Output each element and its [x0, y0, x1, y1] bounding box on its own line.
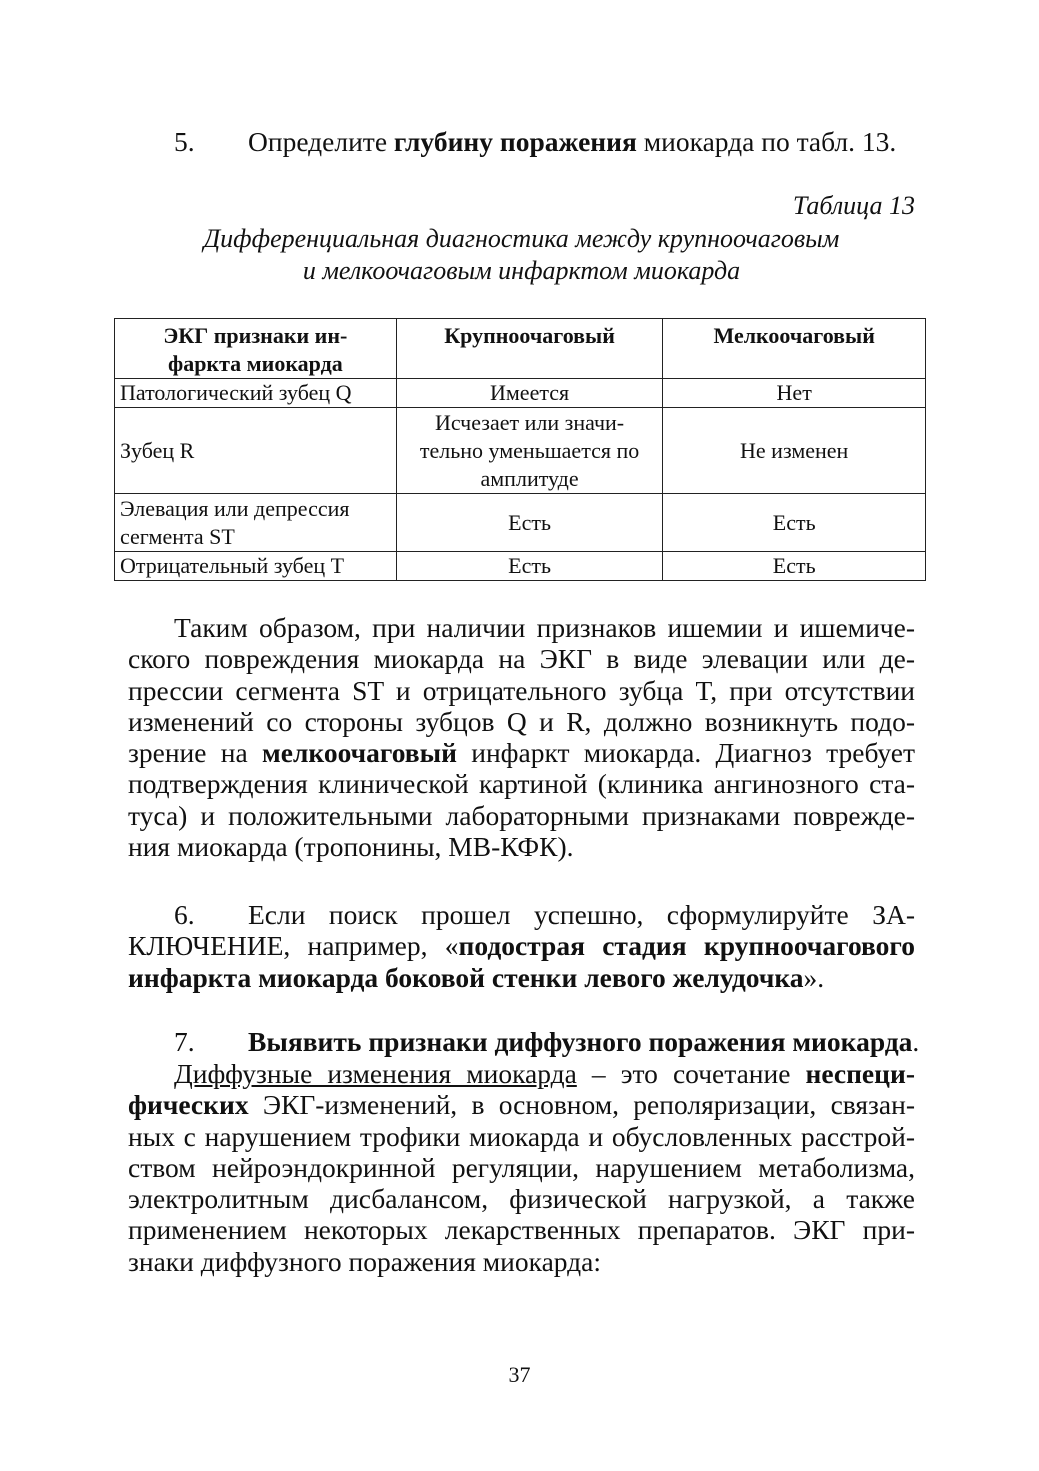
header-ecg-signs: ЭКГ признаки ин- фаркта миокарда	[115, 319, 397, 379]
cell-small: Не изменен	[663, 408, 926, 494]
item-6: 6. Если поиск прошел успешно, сформулируйте ЗА- КЛЮЧЕНИЕ, например, «подострая стадия крупноочагового инфаркта миокарда боковой стенки левого желудочка».	[128, 899, 915, 993]
table-row	[115, 379, 926, 408]
cell-large: Есть	[396, 552, 663, 581]
cell-large: Есть	[396, 494, 663, 552]
emphasis: Выявить признаки диффузного поражения миокарда	[248, 1026, 913, 1057]
table-row	[115, 494, 926, 552]
emphasis: неспеци-	[805, 1058, 915, 1089]
table-label: Таблица 13	[792, 191, 915, 220]
cell-sign: Отрицательный зубец T	[115, 552, 397, 581]
cell-large: Исчезает или значи- тельно уменьшается по амплитуде	[396, 408, 663, 494]
item-number: 5.	[174, 126, 195, 157]
table-header-row	[115, 319, 926, 379]
header-large-focal: Крупноочаговый	[396, 319, 663, 379]
emphasis: подострая стадия крупноочагового	[458, 930, 915, 962]
cell-small: Нет	[663, 379, 926, 408]
table-title-line-2: и мелкоочаговым инфарктом миокарда	[302, 256, 741, 285]
cell-sign: Элевация или депрессия сегмента ST	[115, 494, 397, 552]
cell-sign: Патологический зубец Q	[115, 379, 397, 408]
emphasis: глубину поражения	[393, 126, 637, 157]
header-small-focal: Мелкоочаговый	[663, 319, 926, 379]
cell-small: Есть	[663, 494, 926, 552]
paragraph-conclusion: Таким образом, при наличии признаков ишемии и ишемиче- ского повреждения миокарда на ЭКГ в виде элевации или де- прессии сегмента ST и отрицательного зубца T, при отсутствии изменений со стороны зубцов Q и R, должно возникнуть подо- зрение на мелкоочаговый инфаркт миокарда. Диагноз требует подтверждения клинической картиной (клиника ангинозного ста- туса) и положительными лабораторными признаками поврежде- ния миокарда (тропонины, MB-КФК).	[128, 612, 916, 863]
table-13	[114, 318, 926, 581]
paragraph-diffuse: Диффузные изменения миокарда – это сочетание неспеци- фических ЭКГ-изменений, в основном, реполяризации, связан- ных с нарушением трофики миокарда и обусловленных расстрой- ством нейроэндокринной регуляции, нарушением метаболизма, электролитным дисбалансом, физической нагрузкой, а также применением некоторых лекарственных препаратов. ЭКГ при- знаки диффузного поражения миокарда:	[128, 1058, 915, 1277]
table-row	[115, 408, 926, 494]
cell-small: Есть	[663, 552, 926, 581]
item-number: 6.	[174, 899, 195, 930]
emphasis: инфаркта миокарда боковой стенки левого желудочка	[128, 961, 804, 993]
emphasis: фических	[128, 1089, 249, 1121]
item-5: 5. Определите глубину поражения миокарда по табл. 13.	[128, 124, 915, 160]
cell-sign: Зубец R	[115, 408, 397, 494]
cell-large: Имеется	[396, 379, 663, 408]
page-number: 37	[508, 1362, 531, 1387]
item-number: 7.	[174, 1026, 195, 1057]
item-7: 7. Выявить признаки диффузного поражения миокарда.	[128, 1026, 915, 1057]
emphasis: мелкоочаговый	[262, 737, 457, 769]
table-row	[115, 552, 926, 581]
table-title-line-1: Дифференциальная диагностика между крупноочаговым	[203, 224, 840, 253]
underlined-term: Диффузные изменения миокарда	[174, 1058, 577, 1089]
